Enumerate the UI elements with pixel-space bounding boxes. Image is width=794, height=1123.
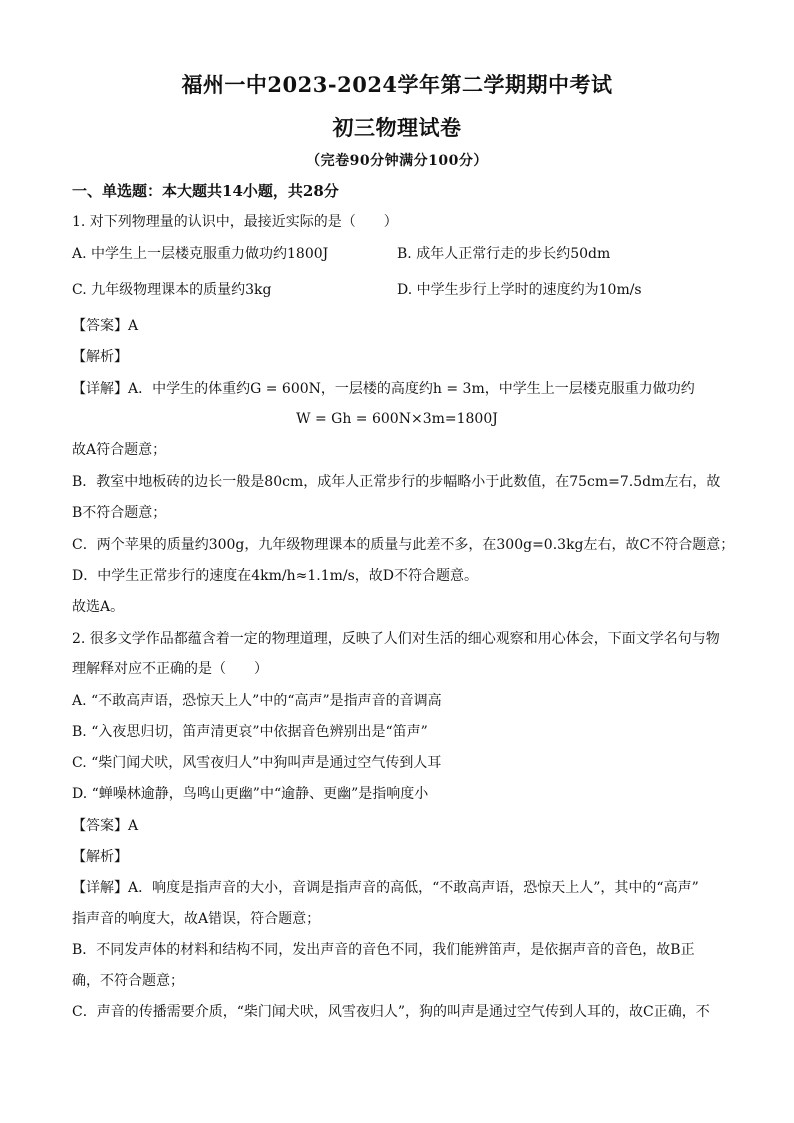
- q2-detail-1: 【详解】A．响度是指声音的大小，音调是指声音的高低，“不敢高声语，恐惊天上人”，其中的“高声”: [72, 880, 699, 896]
- q1-analysis: 【解析】: [72, 349, 128, 365]
- exam-subtitle: 初三物理试卷: [332, 115, 462, 140]
- q2-answer: 【答案】A: [72, 818, 139, 834]
- q1-option-c: C. 九年级物理课本的质量约3kg: [72, 282, 272, 298]
- q1-formula: W = Gh = 600N×3m=1800J: [296, 411, 498, 427]
- section-heading: 一、单选题：本大题共14小题，共28分: [72, 182, 339, 200]
- q1-detail-2: 故A符合题意；: [72, 442, 167, 458]
- q2-option-d: D. “蝉噪林逾静，鸟鸣山更幽”中“逾静、更幽”是指响度小: [72, 786, 429, 802]
- q2-option-a: A. “不敢高声语，恐惊天上人”中的“高声”是指声音的音调高: [72, 693, 442, 709]
- q1-stem: 1. 对下列物理量的认识中，最接近实际的是（ ）: [72, 214, 398, 230]
- q1-detail-7: 故选A。: [72, 599, 125, 615]
- q2-option-b: B. “入夜思归切，笛声清更哀”中依据音色辨别出是“笛声”: [72, 724, 428, 740]
- q1-option-a: A. 中学生上一层楼克服重力做功约1800J: [72, 246, 329, 262]
- q1-detail-5: C．两个苹果的质量约300g，九年级物理课本的质量与此差不多，在300g=0.3kg左右，故C不符合题意；: [72, 537, 735, 553]
- q2-stem-line-2: 理解释对应不正确的是（ ）: [72, 661, 268, 677]
- q1-detail-1: 【详解】A．中学生的体重约G = 600N，一层楼的高度约h = 3m，中学生上一层楼克服重力做功约: [72, 381, 695, 397]
- q1-detail-4: B不符合题意；: [72, 505, 167, 521]
- q1-detail-6: D．中学生正常步行的速度在4km/h≈1.1m/s，故D不符合题意。: [72, 568, 479, 584]
- q2-analysis: 【解析】: [72, 849, 128, 865]
- q1-detail-3: B．教室中地板砖的边长一般是80cm，成年人正常步行的步幅略小于此数值，在75cm=7.5dm左右，故: [72, 474, 721, 490]
- q1-option-b: B. 成年人正常行走的步长约50dm: [397, 246, 611, 262]
- exam-title: 福州一中2023-2024学年第二学期期中考试: [181, 72, 613, 97]
- q2-detail-2: 指声音的响度大，故A错误，符合题意；: [72, 911, 321, 927]
- exam-info: （完卷90分钟满分100分）: [306, 153, 488, 169]
- q1-option-d: D. 中学生步行上学时的速度约为10m/s: [397, 282, 642, 298]
- q2-detail-3: B．不同发声体的材料和结构不同，发出声音的音色不同，我们能辨笛声，是依据声音的音色，故B正: [72, 942, 695, 958]
- q1-answer: 【答案】A: [72, 318, 139, 334]
- q2-option-c: C. “柴门闻犬吠，风雪夜归人”中狗叫声是通过空气传到人耳: [72, 755, 442, 771]
- q2-detail-4: 确，不符合题意；: [72, 973, 184, 989]
- q2-stem-line-1: 2. 很多文学作品都蕴含着一定的物理道理，反映了人们对生活的细心观察和用心体会，下面文学名句与物: [72, 631, 720, 647]
- q2-detail-5: C．声音的传播需要介质，“柴门闻犬吠，风雪夜归人”，狗的叫声是通过空气传到人耳的，故C正确，不: [72, 1004, 710, 1020]
